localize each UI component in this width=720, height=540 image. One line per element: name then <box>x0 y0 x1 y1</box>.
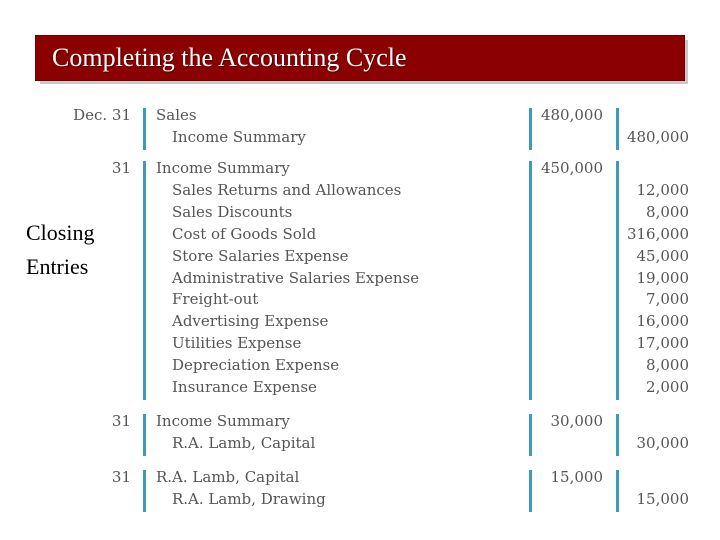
credit-account: Utilities Expense <box>172 334 302 353</box>
debit-amount: 450,000 <box>540 159 603 177</box>
side-label-line1: Closing <box>26 220 95 245</box>
credit-amount: 16,000 <box>636 312 689 331</box>
credit-row <box>0 332 720 354</box>
debit-column-rule <box>529 470 532 512</box>
credit-account: Freight-out <box>172 290 259 309</box>
debit-column-rule <box>529 108 532 150</box>
credit-row <box>0 245 720 267</box>
side-label-line2: Entries <box>26 254 89 279</box>
credit-account: Income Summary <box>172 127 306 146</box>
credit-row <box>0 488 720 510</box>
account-column-rule <box>143 414 146 456</box>
credit-amount: 45,000 <box>636 246 689 265</box>
credit-column-rule <box>616 108 619 150</box>
debit-account: Income Summary <box>156 159 290 177</box>
account-column-rule <box>143 161 146 400</box>
account-column-rule <box>143 108 146 150</box>
credit-row <box>0 126 720 148</box>
credit-account: Insurance Expense <box>172 378 317 396</box>
credit-amount: 2,000 <box>646 378 689 396</box>
credit-row <box>0 310 720 332</box>
credit-row <box>0 432 720 454</box>
credit-amount: 8,000 <box>646 202 689 221</box>
entry-date: 31 <box>111 159 131 177</box>
credit-amount: 19,000 <box>636 268 689 287</box>
debit-row <box>0 466 720 488</box>
credit-row <box>0 223 720 245</box>
page-title: Completing the Accounting Cycle <box>52 43 407 72</box>
account-column-rule <box>143 470 146 512</box>
credit-column-rule <box>616 161 619 400</box>
entry-date: 31 <box>111 468 131 486</box>
credit-amount: 7,000 <box>646 290 689 309</box>
credit-row <box>0 267 720 289</box>
credit-amount: 15,000 <box>636 489 689 508</box>
credit-amount: 30,000 <box>636 433 689 452</box>
credit-column-rule <box>616 470 619 512</box>
debit-column-rule <box>529 414 532 456</box>
credit-account: Sales Discounts <box>172 202 293 221</box>
credit-row <box>0 288 720 310</box>
debit-row <box>0 157 720 179</box>
credit-amount: 8,000 <box>646 356 689 375</box>
credit-column-rule <box>616 414 619 456</box>
credit-account: Cost of Goods Sold <box>172 224 317 243</box>
credit-account: R.A. Lamb, Capital <box>172 433 316 452</box>
debit-amount: 480,000 <box>540 106 603 124</box>
credit-account: Administrative Salaries Expense <box>172 268 420 287</box>
credit-account: Store Salaries Expense <box>172 246 349 265</box>
credit-account: Sales Returns and Allowances <box>172 180 402 199</box>
debit-account: R.A. Lamb, Capital <box>156 468 300 486</box>
debit-row <box>0 104 720 126</box>
entry-date: Dec. 31 <box>73 106 131 124</box>
credit-amount: 480,000 <box>626 127 689 146</box>
debit-account: Income Summary <box>156 412 290 430</box>
debit-column-rule <box>529 161 532 400</box>
debit-row <box>0 410 720 432</box>
credit-amount: 17,000 <box>636 334 689 353</box>
credit-row <box>0 179 720 201</box>
debit-account: Sales <box>156 106 197 124</box>
entry-date: 31 <box>111 412 131 430</box>
credit-amount: 316,000 <box>626 224 689 243</box>
credit-row <box>0 354 720 376</box>
credit-account: Advertising Expense <box>172 312 329 331</box>
credit-account: R.A. Lamb, Drawing <box>172 489 326 508</box>
credit-account: Depreciation Expense <box>172 356 340 375</box>
credit-row <box>0 201 720 223</box>
debit-amount: 15,000 <box>550 468 603 486</box>
debit-amount: 30,000 <box>550 412 603 430</box>
credit-row <box>0 376 720 398</box>
credit-amount: 12,000 <box>636 180 689 199</box>
